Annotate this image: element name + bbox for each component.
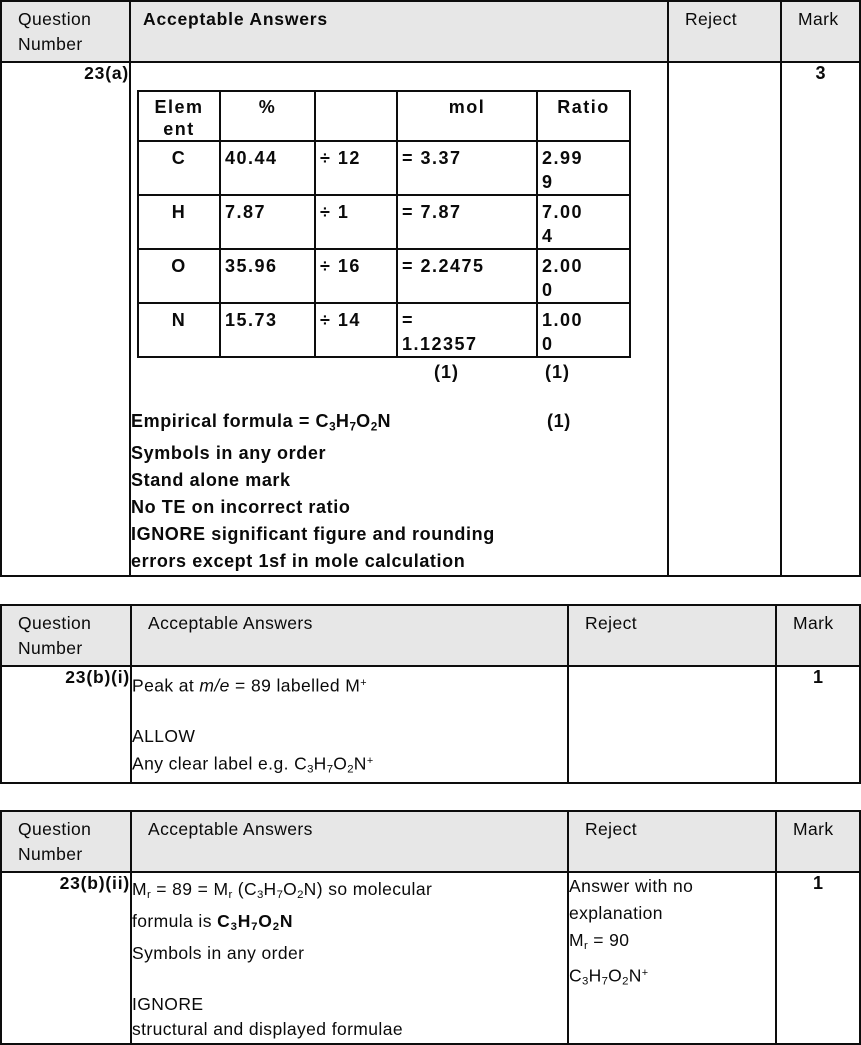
inner-cell-percent: 15.73 (220, 303, 315, 357)
header-reject: Reject (568, 605, 776, 666)
inner-header-percent: % (220, 91, 315, 141)
question-number-cell: 23(a) (1, 62, 130, 576)
table-gap (0, 577, 859, 604)
header-mark: Mark (781, 1, 860, 62)
reject-line: C3H7O2N+ (569, 965, 649, 989)
answer-line: Symbols in any order (132, 942, 305, 963)
inner-cell-ratio: 1.00 0 (537, 303, 630, 357)
reject-line: Mr = 90 (569, 930, 630, 953)
header-mark: Mark (776, 811, 860, 872)
inner-header-element: Elem ent (138, 91, 220, 141)
answer-line: Mr = 89 = Mr (C3H7O2N) so molecular (132, 879, 433, 902)
element-calculation-table (137, 90, 631, 358)
inner-cell-divisor: ÷ 16 (315, 249, 397, 303)
question-number-cell: 23(b)(i) (1, 666, 131, 783)
inner-table-row-o (138, 249, 630, 303)
inner-cell-percent: 35.96 (220, 249, 315, 303)
note-line: Symbols in any order (131, 443, 327, 464)
answer-text-block (132, 873, 567, 1042)
inner-header-ratio: Ratio (537, 91, 630, 141)
note-line-empirical-formula (131, 408, 667, 440)
header-acceptable-answers: Acceptable Answers (131, 811, 568, 872)
header-reject: Reject (568, 811, 776, 872)
inner-header-mol: mol (397, 91, 537, 141)
reject-cell (568, 666, 776, 783)
answer-line: structural and displayed formulae (132, 1019, 403, 1040)
inner-cell-ratio: 7.00 4 (537, 195, 630, 249)
inner-table-marks-row (131, 362, 667, 389)
acceptable-answers-cell (131, 872, 568, 1043)
header-question-number: Question Number (1, 1, 130, 62)
inner-cell-element: O (138, 249, 220, 303)
header-row (1, 605, 860, 666)
acceptable-answers-cell (130, 62, 668, 576)
inner-cell-mol: = 7.87 (397, 195, 537, 249)
mark-value-cell: 1 (776, 666, 860, 783)
note-line: Stand alone mark (131, 470, 291, 491)
answer-line: Any clear label e.g. C3H7O2N+ (132, 753, 374, 776)
header-question-number: Question Number (1, 605, 131, 666)
header-question-number: Question Number (1, 811, 131, 872)
answer-line: IGNORE (132, 993, 204, 1014)
note-line: No TE on incorrect ratio (131, 497, 351, 518)
inner-cell-divisor: ÷ 1 (315, 195, 397, 249)
inner-cell-mol: = 2.2475 (397, 249, 537, 303)
table-row (1, 872, 860, 1043)
reject-cell (568, 872, 776, 1043)
inner-cell-ratio: 2.99 9 (537, 141, 630, 195)
question-number-cell: 23(b)(ii) (1, 872, 131, 1043)
answer-text-block (132, 667, 567, 782)
table-row (1, 62, 860, 576)
inner-cell-divisor: ÷ 14 (315, 303, 397, 357)
inner-cell-element: C (138, 141, 220, 195)
header-reject: Reject (668, 1, 781, 62)
notes-block (131, 408, 667, 575)
note-line: errors except 1sf in mole calculation (131, 551, 466, 572)
inner-cell-percent: 7.87 (220, 195, 315, 249)
answer-line-blank (132, 966, 567, 992)
header-row (1, 811, 860, 872)
answer-line: formula is C3H7O2N (132, 910, 294, 934)
header-mark: Mark (776, 605, 860, 666)
mol-mark-annotation: (1) (434, 362, 459, 382)
mark-value-cell: 3 (781, 62, 860, 576)
answer-line-blank (132, 699, 567, 724)
table-row (1, 666, 860, 783)
answer-line: Peak at m/e = 89 labelled M+ (132, 675, 367, 696)
inner-table-row-n (138, 303, 630, 357)
reject-line: Answer with no (569, 876, 694, 897)
acceptable-answers-cell (131, 666, 568, 783)
inner-header-divisor (315, 91, 397, 141)
mark-value-cell: 1 (776, 872, 860, 1043)
table-gap (0, 784, 859, 810)
inner-cell-divisor: ÷ 12 (315, 141, 397, 195)
inner-cell-percent: 40.44 (220, 141, 315, 195)
empirical-mark-annotation: (1) (547, 411, 571, 431)
inner-cell-ratio: 2.00 0 (537, 249, 630, 303)
inner-table-row-c (138, 141, 630, 195)
inner-cell-element: H (138, 195, 220, 249)
reject-line: explanation (569, 903, 663, 924)
inner-cell-mol: = 3.37 (397, 141, 537, 195)
note-line: IGNORE significant figure and rounding (131, 524, 495, 545)
inner-table-row-h (138, 195, 630, 249)
empirical-formula-text: Empirical formula = C3H7O2N (131, 411, 392, 434)
inner-header-row (138, 91, 630, 141)
ratio-mark-annotation: (1) (545, 362, 570, 382)
header-acceptable-answers: Acceptable Answers (130, 1, 668, 62)
answer-line: ALLOW (132, 725, 196, 746)
inner-cell-mol: = 1.12357 (397, 303, 537, 357)
table-23bi (0, 604, 861, 784)
header-acceptable-answers: Acceptable Answers (131, 605, 568, 666)
header-row (1, 1, 860, 62)
reject-cell (668, 62, 781, 576)
table-23bii (0, 810, 861, 1044)
inner-cell-element: N (138, 303, 220, 357)
